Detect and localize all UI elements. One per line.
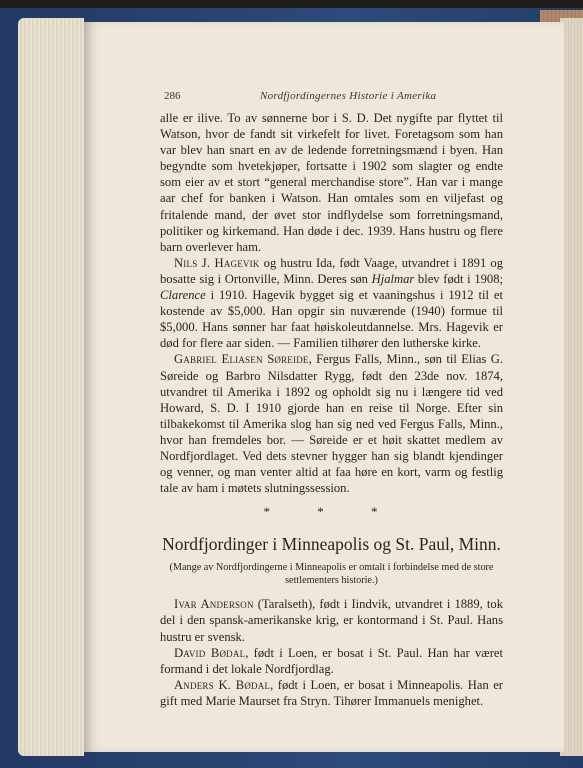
entry-name: Ivar Anderson: [174, 597, 254, 612]
page-number: 286: [164, 90, 181, 102]
entry-name: Gabriel Eliasen Søreide: [174, 352, 309, 367]
entry-paragraph: [160, 351, 503, 496]
entry-text: , Fergus Falls, Minn., søn til Elias G. Søreide og Barbro Nilsdatter Rygg, født den 23de nov. 1874, utvandret til Amerika i 1892 og opholdt sig nu i længere tid ved Howard, S. D. I 1910 gjorde han en reise til Norge. Efter sin tilbakekomst til Amerika slog han sig ned ved Fergus Falls, Minn., hvor han fremdeles bor. — Søreide er et høit skattet medlem av Nordfjordlaget. Ved dets stevner hygger han sig blandt kjendinger og venner, og man venter altid at faa høre en kort, varm og festlig tale av ham i møtets slutningssession.: [160, 352, 503, 496]
entry-text: , født i Loen, er bosat i Minneapolis. Han er gift med Marie Maurset fra Stryn. Tihører Immanuels menighet.: [160, 677, 503, 708]
section-heading: Nordfjordinger i Minneapolis og St. Paul, Minn.: [162, 534, 501, 555]
entry-text: i 1910. Hagevik bygget sig et vaaningshus i 1912 til et kostende av $5,000. Han opgir sin nuværende (1940) formue til $5,000. Hans sønner har faat høiskoleutdannelse. Mrs. Hagevik er død for flere aar siden. — Familien tilhører den lutherske kirke.: [160, 288, 503, 351]
page-body: [160, 110, 503, 709]
entries-top: [160, 255, 503, 496]
section-subheading: (Mange av Nordfjordingerne i Minneapolis er omtalt i forbindelse med de store settlementers historie.): [169, 562, 494, 587]
entry-name: Anders K. Bødal: [174, 677, 271, 692]
entry-text: og hustru Ida, født Vaage, utvandret i 1891 og bosatte sig i Ortonville, Minn. Deres søn: [160, 255, 503, 286]
entry-paragraph: [160, 255, 503, 352]
running-title: Nordfjordingernes Historie i Amerika: [260, 90, 437, 102]
entry-name: Nils J. Hagevik: [174, 255, 260, 270]
entry-name: David Bødal: [174, 645, 246, 660]
entry-paragraph: [160, 596, 503, 644]
entry-paragraph: [160, 677, 503, 709]
entry-text: (Taralseth), født i Iindvik, utvandret i 1889, tok del i den spansk-amerikanske krig, er kontormand i St. Paul. Hans hustru er svensk.: [160, 597, 503, 644]
entries-bottom: [160, 596, 503, 709]
section-separator: * * *: [263, 504, 400, 520]
entry-text: , født i Loen, er bosat i St. Paul. Han har været formand i det lokale Nordfjordlag.: [160, 645, 503, 676]
entry-italic-name: Clarence: [160, 288, 206, 303]
continuation-paragraph: alle er ilive. To av sønnerne bor i S. D. Det nygifte par flyttet til Watson, hvor de fandt sit virkefelt for livet. Foretagsom som han var blev han snart en av de ledende forretningsmænd i byen. Han begyndte som hvetekjøper, fortsatte i 1902 som slagter og endte som eier av et stort “general merchandise store”. Han var i mange aar chef for banken i Watson. Han omtales som en viljefast og fritalende mand, der øvet stor indflydelse som forretningsmand, politiker og kirkemand. Han døde i dec. 1939. Hans hustru og flere barn overlever ham.: [160, 111, 503, 254]
entry-text: blev født i 1908;: [414, 271, 504, 286]
entry-italic-name: Hjalmar: [371, 271, 415, 286]
page-edges-left: [18, 18, 84, 756]
running-head: [164, 88, 504, 104]
entry-paragraph: [160, 645, 503, 677]
